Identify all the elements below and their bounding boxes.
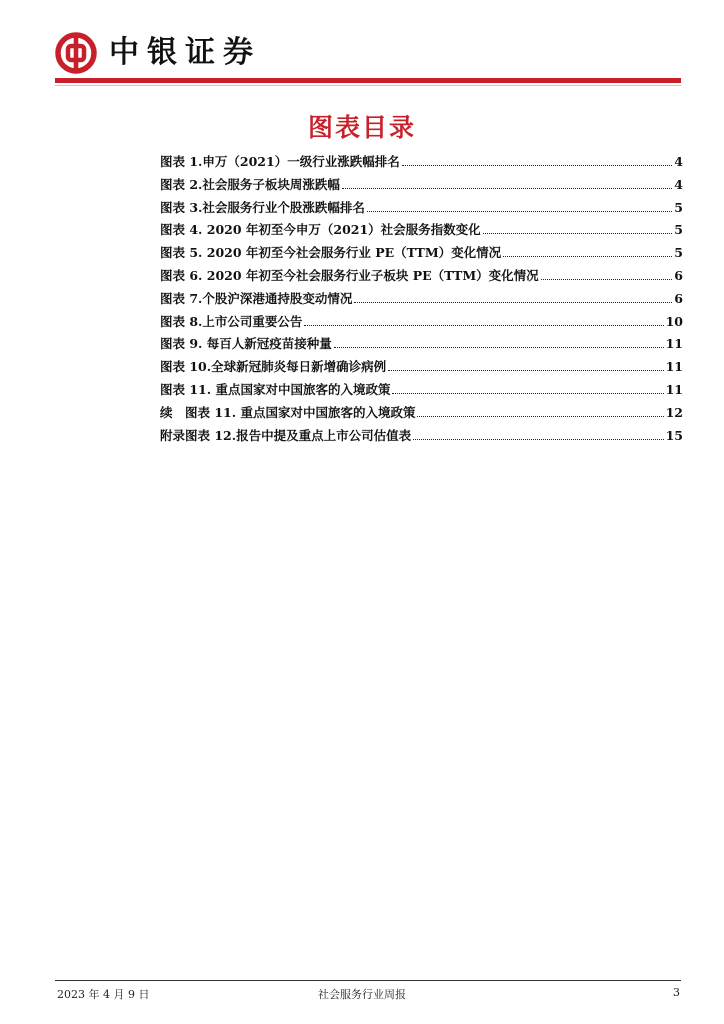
toc-dot-leader: [388, 360, 663, 371]
brand-name: 中银证券: [109, 35, 261, 70]
toc-entry-text: 附录图表 12.报告中提及重点上市公司估值表: [160, 427, 412, 443]
toc-entry-page: 11: [665, 381, 683, 397]
toc-entry[interactable]: [160, 334, 683, 357]
toc-entry[interactable]: [160, 266, 683, 289]
toc-entry[interactable]: [160, 175, 683, 198]
toc-entry-text: 图表 10.全球新冠肺炎每日新增确诊病例: [160, 359, 387, 375]
toc-entry-text: 图表 7.个股沪深港通持股变动情况: [160, 290, 353, 306]
toc-entry-page: 5: [674, 222, 683, 238]
toc-entry[interactable]: [160, 220, 683, 243]
toc-entry-page: 4: [674, 154, 683, 169]
bank-of-china-logo-icon: [55, 32, 97, 74]
toc-entry[interactable]: [160, 312, 683, 335]
toc-entry-page: 5: [674, 245, 683, 261]
footer-report-name: 社会服务行业周报: [318, 988, 406, 1001]
toc-entry-page: 10: [665, 313, 683, 329]
toc-entry-text: 图表 2.社会服务子板块周涨跌幅: [160, 176, 340, 192]
toc-entry-text: 图表 1.申万（2021）一级行业涨跌幅排名: [160, 154, 400, 169]
toc-entry-page: 4: [674, 176, 683, 192]
toc-entry-text: 图表 8.上市公司重要公告: [160, 313, 303, 329]
toc-entry-text: 图表 3.社会服务行业个股涨跌幅排名: [160, 199, 365, 215]
footer-page-number: 3: [673, 986, 680, 999]
toc-dot-leader: [367, 201, 672, 212]
page-header: [55, 30, 261, 76]
toc-entry-page: 12: [665, 404, 683, 420]
toc-entry[interactable]: [160, 198, 683, 221]
footer-date: 2023 年 4 月 9 日: [57, 988, 150, 1001]
toc-dot-leader: [342, 178, 672, 189]
toc-dot-leader: [417, 406, 663, 417]
toc-dot-leader: [392, 383, 663, 394]
toc-entry-text: 图表 9. 每百人新冠疫苗接种量: [160, 336, 332, 352]
toc-entry-text: 图表 11. 重点国家对中国旅客的入境政策: [160, 381, 391, 397]
toc-entry-text: 图表 6. 2020 年初至今社会服务行业子板块 PE（TTM）变化情况: [160, 267, 539, 283]
toc-entry[interactable]: [160, 357, 683, 380]
toc-entry-text: 图表 5. 2020 年初至今社会服务行业 PE（TTM）变化情况: [160, 245, 502, 261]
toc-dot-leader: [503, 246, 672, 257]
toc-dot-leader: [354, 292, 672, 303]
header-rule: [55, 78, 681, 83]
toc-dot-leader: [483, 223, 673, 234]
toc-title: 图表目录: [307, 113, 416, 142]
toc-entry[interactable]: [160, 289, 683, 312]
toc-entry[interactable]: [160, 152, 683, 175]
toc-dot-leader: [304, 315, 663, 326]
footer-rule: [55, 980, 681, 981]
toc-dot-leader: [541, 269, 673, 280]
toc-entry-page: 6: [674, 267, 683, 283]
toc-entry[interactable]: [160, 403, 683, 426]
toc-entry-page: 5: [674, 199, 683, 215]
toc-entry-page: 11: [665, 359, 683, 375]
toc-entry-text: 图表 4. 2020 年初至今申万（2021）社会服务指数变化: [160, 222, 481, 238]
toc-entry-text: 续 图表 11. 重点国家对中国旅客的入境政策: [160, 404, 416, 420]
toc-dot-leader: [413, 429, 663, 440]
toc-entry-page: 15: [665, 427, 683, 443]
toc-entry-page: 6: [674, 290, 683, 306]
toc-dot-leader: [402, 155, 673, 166]
toc-dot-leader: [334, 337, 664, 348]
table-of-figures: [160, 152, 683, 448]
header-rule-thin: [55, 85, 681, 86]
toc-entry[interactable]: [160, 380, 683, 403]
toc-entry-page: 11: [665, 336, 683, 352]
toc-entry[interactable]: [160, 426, 683, 449]
toc-entry[interactable]: [160, 243, 683, 266]
